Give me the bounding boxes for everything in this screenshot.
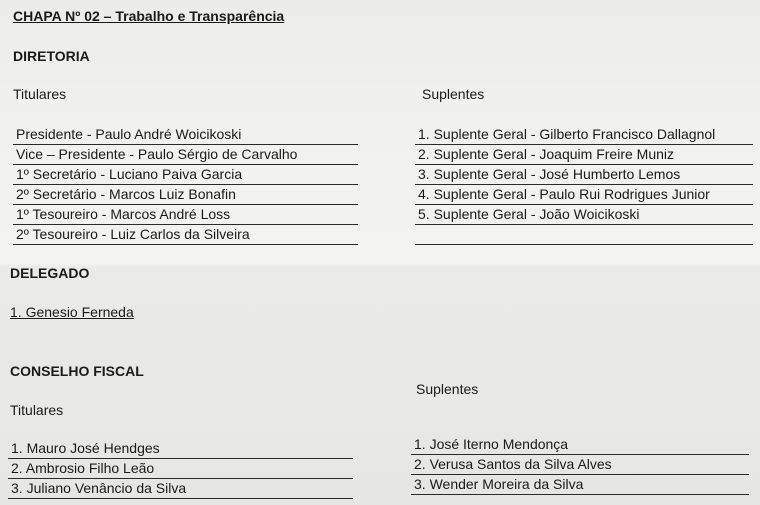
list-item: Vice – Presidente - Paulo Sérgio de Carvalho [13,145,358,165]
list-item: 2. Verusa Santos da Silva Alves [411,455,749,475]
conselho-suplentes-list [411,435,749,495]
diretoria-suplentes-list [415,125,753,245]
list-item [415,225,753,245]
diretoria-titulares-label: Titulares [13,86,67,102]
diretoria-heading: DIRETORIA [13,48,90,64]
list-item: 1. Suplente Geral - Gilberto Francisco Dallagnol [415,125,753,145]
list-item: 1. José Iterno Mendonça [411,435,749,455]
list-item: 3. Wender Moreira da Silva [411,475,749,495]
conselho-fiscal-heading: CONSELHO FISCAL [10,363,144,379]
page-title: CHAPA Nº 02 – Trabalho e Transparência [13,8,285,24]
list-item: 5. Suplente Geral - João Woicikoski [415,205,753,225]
list-item: 1. Mauro José Hendges [8,439,353,459]
conselho-suplentes-label: Suplentes [416,381,479,397]
delegado-item: 1. Genesio Ferneda [10,304,134,320]
list-item: 2º Tesoureiro - Luiz Carlos da Silveira [13,225,358,245]
list-item: 2º Secretário - Marcos Luiz Bonafin [13,185,358,205]
list-item: 2. Ambrosio Filho Leão [8,459,353,479]
list-item: 2. Suplente Geral - Joaquim Freire Muniz [415,145,753,165]
list-item: Presidente - Paulo André Woicikoski [13,125,358,145]
diretoria-titulares-list [13,125,358,245]
list-item: 1º Secretário - Luciano Paiva Garcia [13,165,358,185]
diretoria-suplentes-label: Suplentes [422,86,485,102]
list-item: 4. Suplente Geral - Paulo Rui Rodrigues Junior [415,185,753,205]
conselho-titulares-label: Titulares [10,402,64,418]
list-item: 3. Juliano Venâncio da Silva [8,479,353,499]
list-item: 3. Suplente Geral - José Humberto Lemos [415,165,753,185]
delegado-heading: DELEGADO [10,265,90,281]
list-item: 1º Tesoureiro - Marcos André Loss [13,205,358,225]
conselho-titulares-list [8,439,353,499]
